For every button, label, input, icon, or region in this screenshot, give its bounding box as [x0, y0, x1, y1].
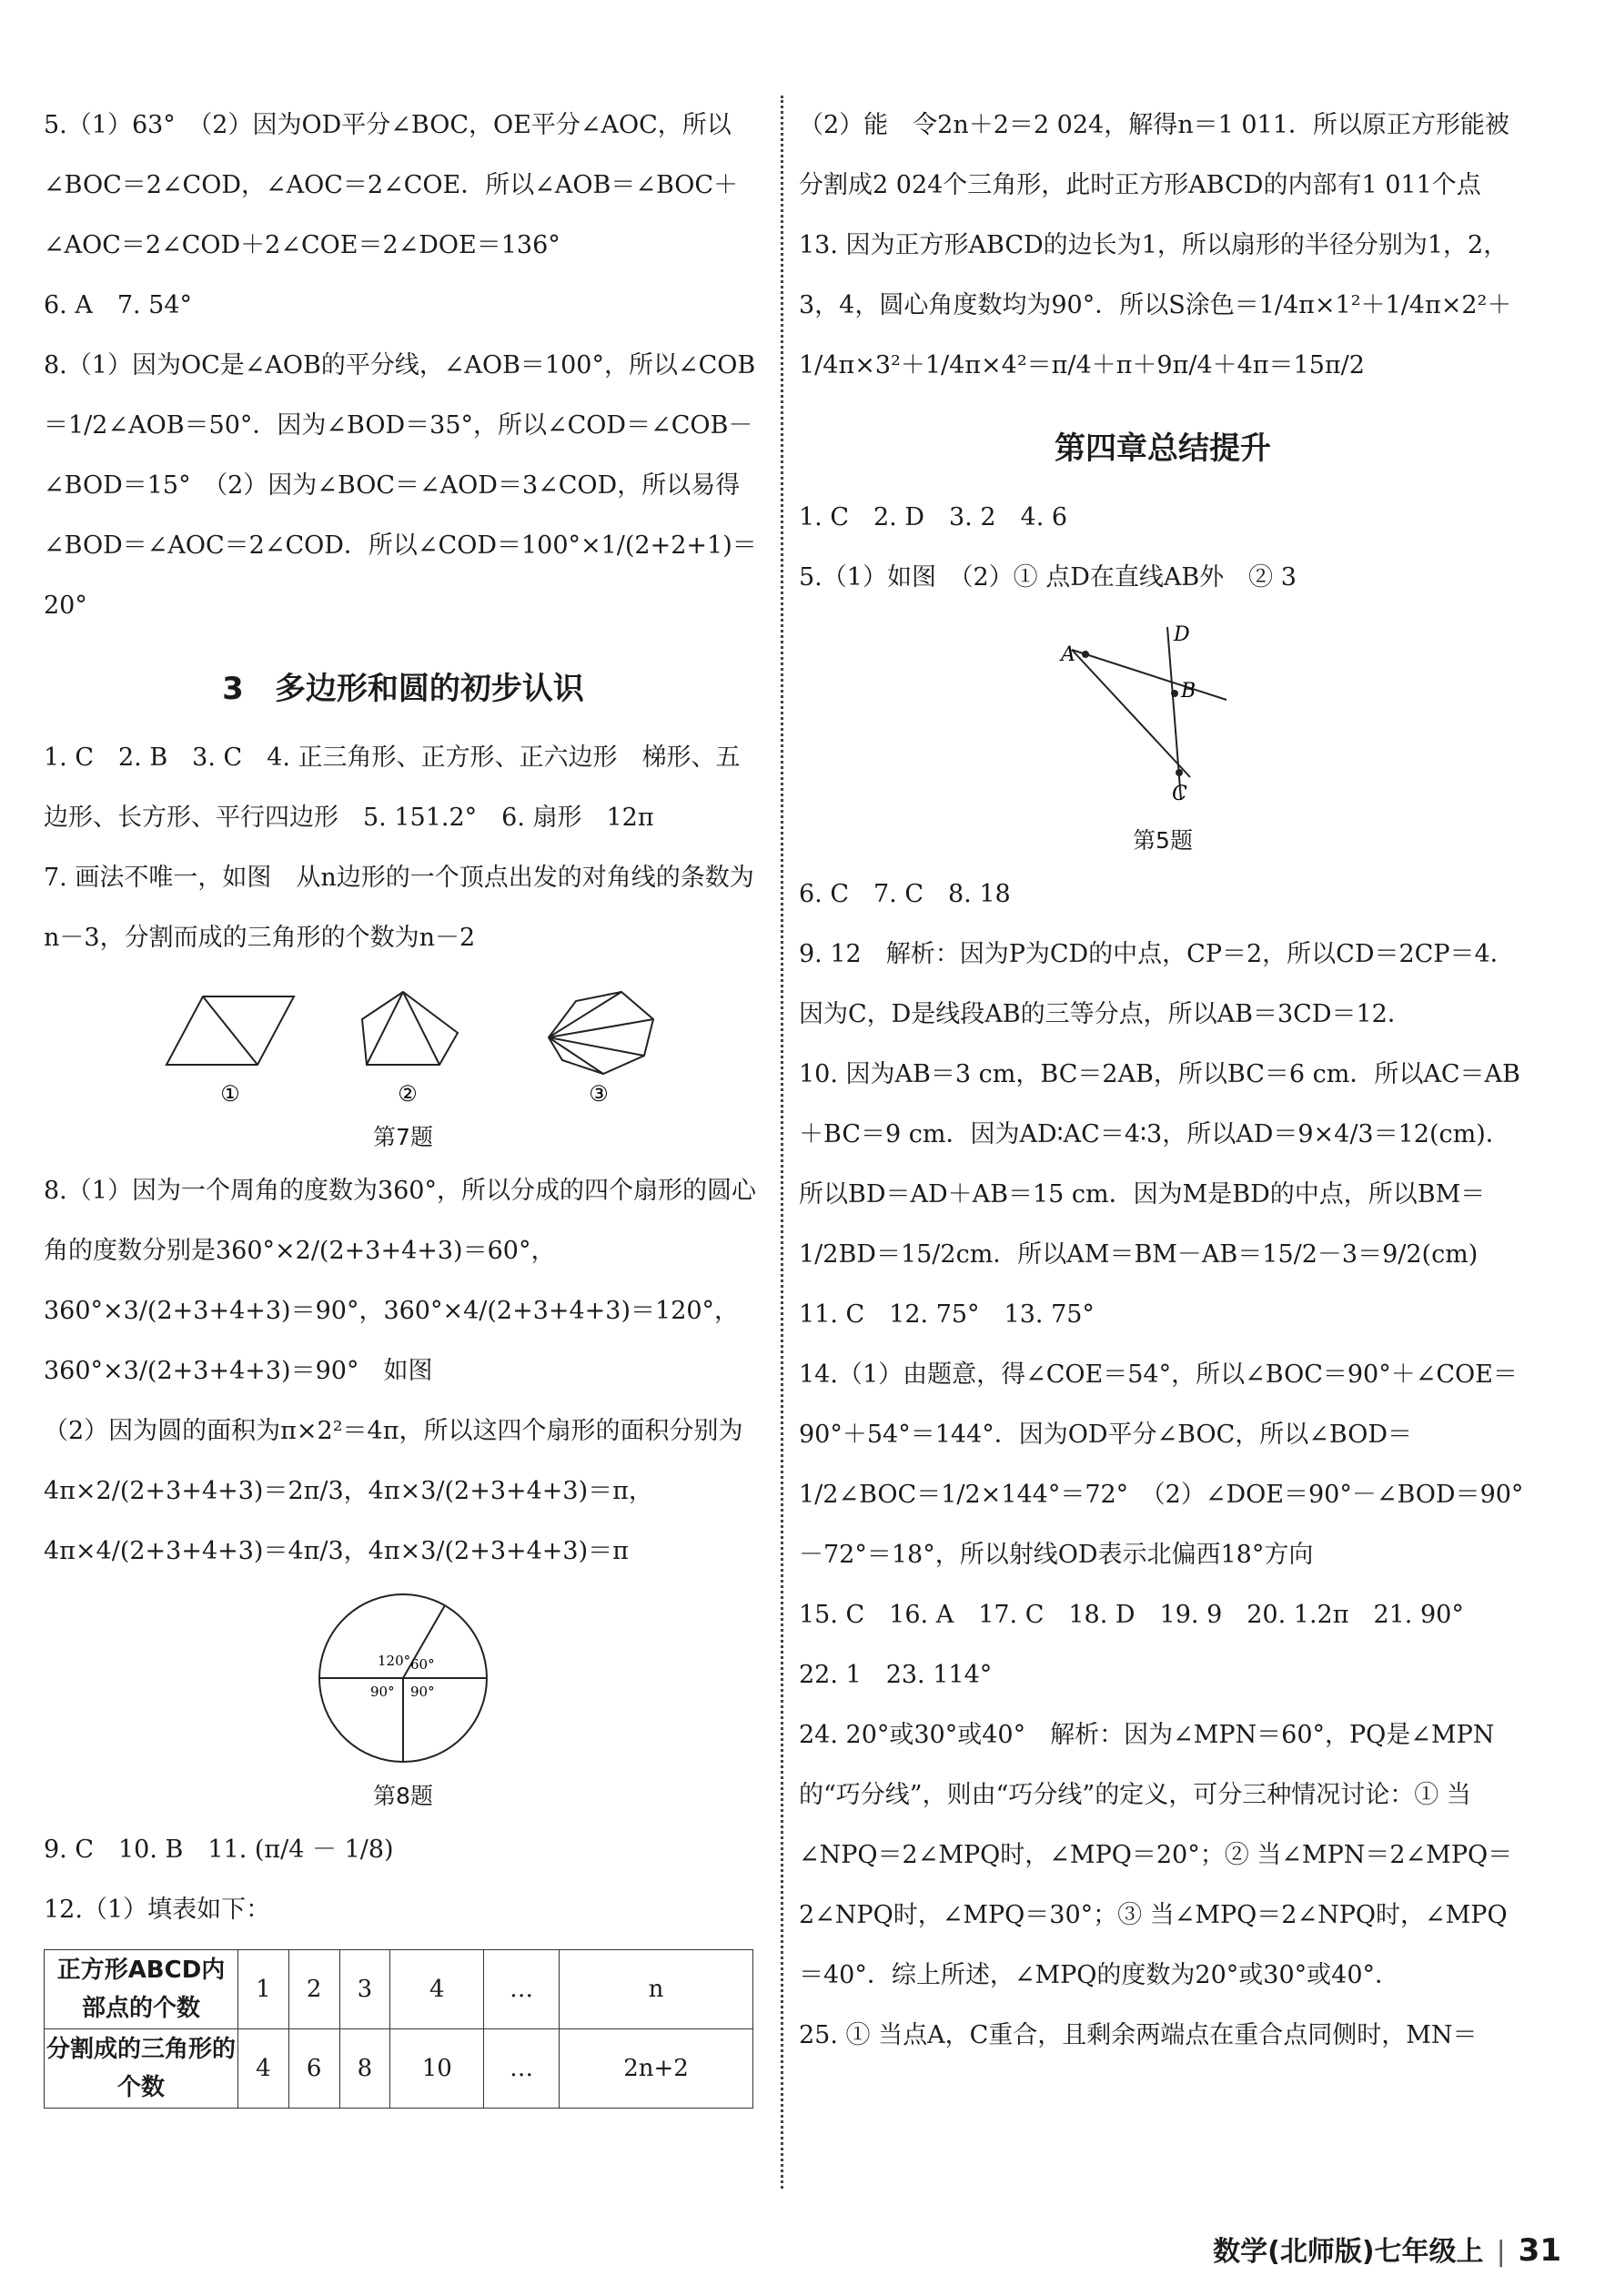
point-C: C [1172, 783, 1187, 805]
answer-8c: （2）因为圆的面积为π×2²＝4π，所以这四个扇形的面积分别为4π×2/(2+3+4+3)＝2π/3，4π×3/(2+3+4+3)＝π，4π×4/(2+3+4+3)＝4π/3，4π×3/(2+3+4+3)＝π [44, 1417, 743, 1565]
figure-8-caption: 第8题 [373, 1783, 433, 1809]
table-cell: 4 [390, 1950, 484, 2029]
answer-13: 13. 因为正方形ABCD的边长为1，所以扇形的半径分别为1，2，3，4，圆心角度数均为90°．所以S涂色＝1/4π×1²＋1/4π×2²＋1/4π×3²＋1/4π×4²＝π/4＋π＋9π/4＋4π＝15π/2 [799, 231, 1512, 379]
angle-90-left: 90° [370, 1684, 395, 1700]
answer-8b: 8.（1）因为一个周角的度数为360°，所以分成的四个扇形的圆心角的度数分别是360°×2/(2+3+4+3)＝60°，360°×3/(2+3+4+3)＝90°，360°×4/(2+3+4+3)＝120°，360°×3/(2+3+4+3)＝90° 如图 [44, 1177, 756, 1385]
answer-5: 5.（1）63° （2）因为OD平分∠BOC，OE平分∠AOC，所以∠BOC＝2∠COD，∠AOC＝2∠COE．所以∠AOB＝∠BOC＋∠AOC＝2∠COD＋2∠COE＝2∠DOE＝136° [44, 111, 739, 259]
summary-answer-1-4: 1. C 2. D 3. 2 4. 6 [799, 503, 1068, 531]
point-D: D [1174, 623, 1190, 646]
table-cell: 3 [339, 1950, 390, 2029]
footer-subject: 数学(北师版)七年级上 [1213, 2236, 1484, 2268]
summary-answer-11-13: 11. C 12. 75° 13. 75° [799, 1300, 1095, 1329]
point-A: A [1061, 643, 1075, 666]
answer-8: 8.（1）因为OC是∠AOB的平分线，∠AOB＝100°，所以∠COB＝1/2∠AOB＝50°．因为∠BOD＝35°，所以∠COD＝∠COB－∠BOD＝15° （2）因为∠BOC＝∠AOD＝3∠COD，所以易得∠BOD＝∠AOC＝2∠COD．所以∠COD＝100°×1/(2+2+1)＝20° [44, 351, 757, 620]
left-column [44, 96, 762, 2109]
right-column [799, 96, 1527, 2066]
summary-answer-15-21: 15. C 16. A 17. C 18. D 19. 9 20. 1.2π 21. 90° [799, 1601, 1464, 1629]
answer-1-6: 1. C 2. B 3. C 4. 正三角形、正方形、正六边形 梯形、五边形、长方形、平行四边形 5. 151.2° 6. 扇形 12π [44, 743, 741, 832]
answer-6-7: 6. A 7. 54° [44, 291, 193, 319]
figure-5-caption: 第5题 [1133, 827, 1193, 854]
answer-12b: （2）能 令2n＋2＝2 024，解得n＝1 011．所以原正方形能被分割成2 024个三角形，此时正方形ABCD的内部有1 011个点 [799, 111, 1509, 199]
figure-7 [44, 974, 762, 1114]
footer-separator: | [1496, 2236, 1506, 2268]
page-footer [1213, 2229, 1561, 2269]
answer-7: 7. 画法不唯一，如图 从n边形的一个顶点出发的对角线的条数为n－3，分割而成的三角形的个数为n－2 [44, 864, 754, 952]
summary-answer-9: 9. 12 解析：因为P为CD的中点，CP＝2，所以CD＝2CP＝4．因为C，D是线段AB的三等分点，所以AB＝3CD＝12． [799, 940, 1515, 1028]
column-divider [781, 96, 783, 2189]
table-cell: … [484, 1950, 560, 2029]
table-row [45, 2029, 753, 2109]
table-row [45, 1950, 753, 2029]
figure-8 [44, 1587, 762, 1773]
table-cell: n [560, 1950, 753, 2029]
figure-7-caption: 第7题 [373, 1124, 433, 1150]
table-row-header: 正方形ABCD内部点的个数 [45, 1950, 238, 2029]
answer-9-11: 9. C 10. B 11. (π/4 － 1/8) [44, 1836, 394, 1864]
chapter-summary-heading: 第四章总结提升 [1055, 430, 1271, 467]
point-B: B [1181, 680, 1196, 703]
summary-answer-14: 14.（1）由题意，得∠COE＝54°，所以∠BOC＝90°＋∠COE＝90°＋54°＝144°．因为OD平分∠BOC，所以∠BOD＝1/2∠BOC＝1/2×144°＝72° （2）∠DOE＝90°－∠BOD＝90°－72°＝18°，所以射线OD表示北偏西18°方向 [799, 1360, 1524, 1569]
summary-answer-5: 5.（1）如图 （2）① 点D在直线AB外 ② 3 [799, 563, 1297, 592]
fig7-label-1: ① [220, 1081, 240, 1107]
table-cell: 10 [390, 2029, 484, 2109]
page-number: 31 [1518, 2232, 1561, 2269]
summary-answer-6-8: 6. C 7. C 8. 18 [799, 880, 1011, 908]
angle-60: 60° [410, 1656, 435, 1673]
answer-12: 12.（1）填表如下： [44, 1896, 271, 1924]
figure-5 [799, 613, 1527, 817]
angle-90-right: 90° [410, 1684, 435, 1700]
diagonal [203, 996, 257, 1065]
table-cell: 1 [238, 1950, 289, 2029]
section-heading: 3 多边形和圆的初步认识 [222, 671, 584, 707]
fig7-label-2: ② [398, 1081, 418, 1107]
summary-answer-25: 25. ① 当点A，C重合，且剩余两端点在重合点同侧时，MN＝ [799, 2021, 1478, 2049]
table-cell: 6 [288, 2029, 339, 2109]
angle-120: 120° [378, 1653, 411, 1669]
table-row-header: 分割成的三角形的个数 [45, 2029, 238, 2109]
summary-answer-22-23: 22. 1 23. 114° [799, 1661, 993, 1689]
fig7-label-3: ③ [589, 1081, 609, 1107]
table-cell: 2n+2 [560, 2029, 753, 2109]
answer-table [44, 1949, 753, 2109]
summary-answer-24: 24. 20°或30°或40° 解析：因为∠MPN＝60°，PQ是∠MPN的“巧分线”，则由“巧分线”的定义，可分三种情况讨论：① 当∠NPQ＝2∠MPQ时，∠MPQ＝20°；② 当∠MPN＝2∠MPQ＝2∠NPQ时，∠MPQ＝30°；③ 当∠MPQ＝2∠NPQ时，∠MPQ＝40°．综上所述，∠MPQ的度数为20°或30°或40°． [799, 1721, 1513, 1989]
table-cell: 2 [288, 1950, 339, 2029]
polygon-2 [362, 992, 458, 1065]
summary-answer-10: 10. 因为AB＝3 cm，BC＝2AB，所以BC＝6 cm．所以AC＝AB＋BC＝9 cm．因为AD∶AC＝4∶3，所以AD＝9×4/3＝12(cm)．所以BD＝AD＋AB＝15 cm．因为M是BD的中点，所以BM＝1/2BD＝15/2cm．所以AM＝BM－AB＝15/2－3＝9/2(cm) [799, 1060, 1520, 1269]
table-cell: 8 [339, 2029, 390, 2109]
table-cell: 4 [238, 2029, 289, 2109]
table-cell: … [484, 2029, 560, 2109]
